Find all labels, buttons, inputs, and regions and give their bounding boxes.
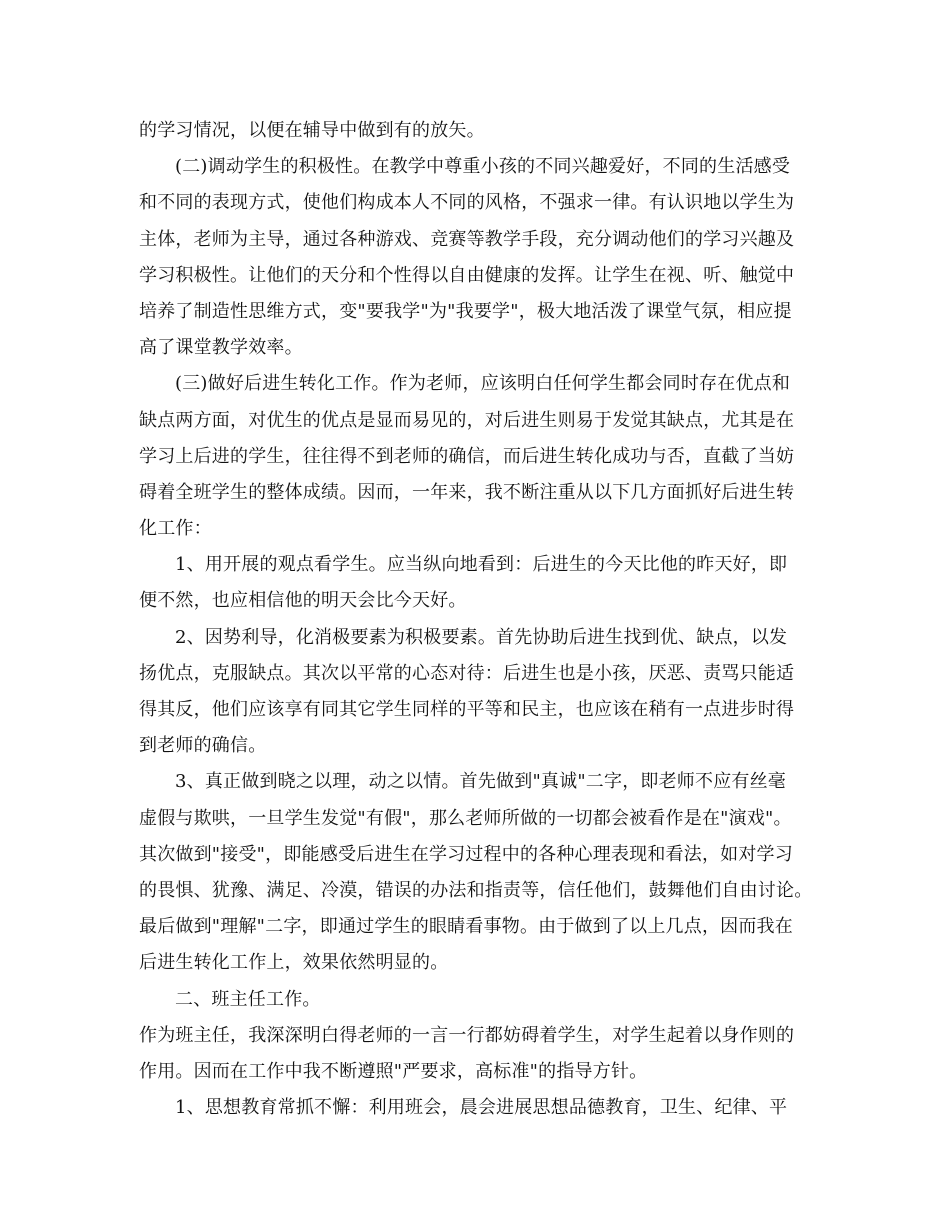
text-line: 2、因势利导，化消极要素为积极要素。首先协助后进生找到优、缺点，以发 [175,626,788,648]
text-line: 其次做到"接受"，即能感受后进生在学习过程中的各种心理表现和看法，如对学习 [139,843,793,865]
text-line: 碍着全班学生的整体成绩。因而，一年来，我不断注重从以下几方面抓好后进生转 [139,481,795,503]
text-line: 的学习情况，以便在辅导中做到有的放矢。 [139,120,485,141]
document-body [139,113,819,1126]
text-line: 培养了制造性思维方式，变"要我学"为"我要学"，极大地活泼了课堂气氛，相应提 [139,300,792,322]
text-line: 学习上后进的学生，往往得不到老师的确信，而后进生转化成功与否，直截了当妨 [139,445,795,467]
text-line: 后进生转化工作上，效果依然明显的。 [139,952,449,974]
section-heading: 二、班主任工作。 [175,988,321,1010]
text-line: 到老师的确信。 [139,735,267,757]
text-line: 虚假与欺哄，一旦学生发觉"有假"，那么老师所做的一切都会被看作是在"演戏"。 [139,807,792,829]
text-line: (二)调动学生的积极性。在教学中尊重小孩的不同兴趣爱好，不同的生活感受 [175,156,791,178]
text-line: 1、思想教育常抓不懈：利用班会，晨会进展思想品德教育，卫生、纪律、平 [175,1097,788,1119]
text-line: 1、用开展的观点看学生。应当纵向地看到：后进生的今天比他的昨天好，即 [175,554,788,576]
text-line: 作用。因而在工作中我不断遵照"严要求，高标准"的指导方针。 [139,1060,648,1082]
text-line: 的畏惧、犹豫、满足、冷漠，错误的办法和指责等，信任他们，鼓舞他们自由讨论。 [139,879,813,901]
text-line: 学习积极性。让他们的天分和个性得以自由健康的发挥。让学生在视、听、触觉中 [139,264,795,286]
text-line: 缺点两方面，对优生的优点是显而易见的，对后进生则易于发觉其缺点，尤其是在 [139,409,795,431]
text-line: 高了课堂教学效率。 [139,337,303,359]
text-line: 扬优点，克服缺点。其次以平常的心态对待：后进生也是小孩，厌恶、责骂只能适 [139,662,795,684]
text-line: 3、真正做到晓之以理，动之以情。首先做到"真诚"二字，即老师不应有丝毫 [175,771,787,793]
text-line: (三)做好后进生转化工作。作为老师，应该明白任何学生都会同时存在优点和 [175,373,791,395]
text-line: 主体，老师为主导，通过各种游戏、竞赛等教学手段，充分调动他们的学习兴趣及 [139,228,795,250]
text-line: 得其反，他们应该享有同其它学生同样的平等和民主，也应该在稍有一点进步时得 [139,699,795,720]
text-line: 和不同的表现方式，使他们构成本人不同的风格，不强求一律。有认识地以学生为 [139,192,795,214]
text-line: 化工作： [139,518,212,540]
text-line: 便不然，也应相信他的明天会比今天好。 [139,590,467,612]
text-line: 作为班主任，我深深明白得老师的一言一行都妨碍着学生，对学生起着以身作则的 [139,1024,795,1046]
text-line: 最后做到"理解"二字，即通过学生的眼睛看事物。由于做到了以上几点，因而我在 [139,916,793,938]
